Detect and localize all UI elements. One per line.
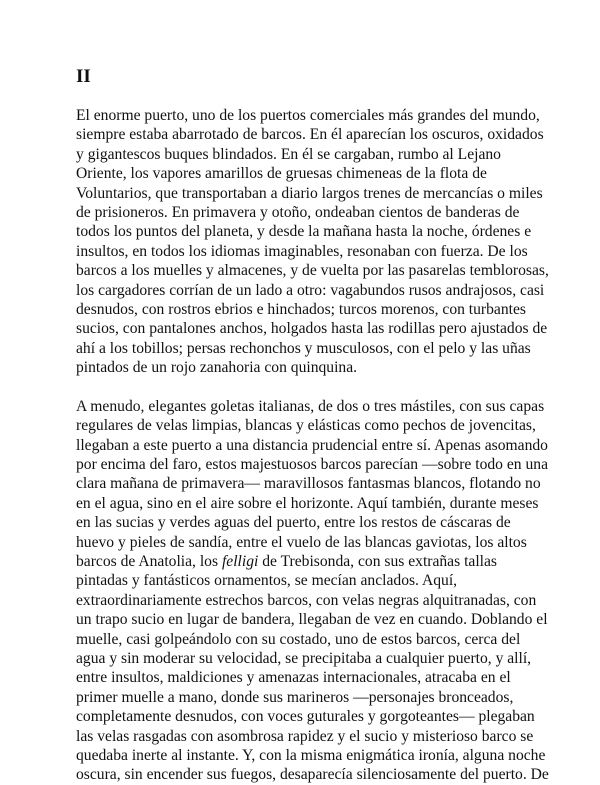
text-line: agua y sin moderar su velocidad, se precipitaba a cualquier puerto, y allí, [76, 649, 532, 667]
text-line: El enorme puerto, uno de los puertos comerciales más grandes del mundo, [76, 107, 540, 124]
text-line: todos los puntos del planeta, y desde la mañana hasta la noche, órdenes e [76, 223, 532, 241]
chapter-heading: II [76, 66, 91, 87]
text-line: A menudo, elegantes goletas italianas, de dos o tres mástiles, con sus capas [76, 397, 545, 415]
text-line: en el agua, sino en el aire sobre el horizonte. Aquí también, durante meses [76, 494, 539, 512]
text-line: pintadas y fantásticos ornamentos, se mecían anclados. Aquí, [76, 572, 458, 590]
text-line: ahí a los tobillos; persas rechonchos y musculosos, con el pelo y las uñas [76, 339, 531, 357]
text-line: pintados de un rojo zanahoria con quinquina. [76, 359, 358, 377]
text-line: primer muelle a mano, donde sus marineros —personajes bronceados, [76, 688, 514, 706]
text-line: siempre estaba abarrotado de barcos. En él aparecían los oscuros, oxidados [76, 126, 544, 144]
text-line: de prisioneros. En primavera y otoño, ondeaban cientos de banderas de [76, 204, 520, 222]
text-line: clara mañana de primavera— maravillosos fantasmas blancos, flotando no [76, 475, 541, 493]
text-segment: de Trebisonda, con sus extrañas tallas [258, 552, 497, 570]
paragraph-1 [76, 106, 549, 378]
text-line: insultos, en todos los idiomas imaginables, resonaban con fuerza. De los [76, 242, 528, 260]
text-line: oscura, sin encender sus fuegos, desaparecía silenciosamente del puerto. De [76, 766, 549, 784]
text-line: un trapo sucio en lugar de bandera, llegaban de vez en cuando. Doblando el [76, 611, 548, 629]
text-line: Oriente, los vapores amarillos de gruesas chimeneas de la flota de [76, 165, 487, 183]
text-line: llegaban a este puerto a una distancia prudencial entre sí. Apenas asomando [76, 436, 548, 454]
italic-term: felligi [221, 552, 259, 570]
text-line: barcos a los muelles y almacenes, y de vuelta por las pasarelas temblorosas, [76, 262, 549, 280]
text-line: por encima del faro, estos majestuosos barcos parecían —sobre todo en una [76, 455, 548, 473]
paragraph-2 [76, 397, 549, 785]
text-line: sucios, con pantalones anchos, holgados hasta las rodillas pero ajustados de [76, 320, 548, 338]
text-line: huevo y pieles de sandía, entre el vuelo de las blancas gaviotas, los altos [76, 533, 527, 551]
text-line: desnudos, con rostros ebrios e hinchados; turcos morenos, con turbantes [76, 301, 526, 319]
text-line-with-italic [76, 552, 542, 571]
text-line: entre insultos, maldiciones y amenazas internacionales, atracaba en el [76, 669, 511, 687]
text-line: muelle, casi golpeándolo con su costado, uno de estos barcos, cerca del [76, 630, 521, 648]
text-line: los cargadores corrían de un lado a otro: vagabundos rusos andrajosos, casi [76, 281, 545, 299]
text-line: y gigantescos buques blindados. En él se cargaban, rumbo al Lejano [76, 145, 501, 163]
text-line: las velas rasgadas con asombrosa rapidez y el sucio y misterioso barco se [76, 727, 534, 745]
text-line: Voluntarios, que transportaban a diario largos trenes de mercancías o miles [76, 184, 543, 202]
text-line: quedaba inerte al instante. Y, con la misma enigmática ironía, alguna noche [76, 747, 546, 764]
text-line: en las sucias y verdes aguas del puerto, entre los restos de cáscaras de [76, 514, 511, 532]
text-line: regulares de velas limpias, blancas y elásticas como pechos de jovencitas, [76, 417, 536, 435]
text-line: completamente desnudos, con voces guturales y gorgoteantes— plegaban [76, 708, 535, 726]
text-line: extraordinariamente estrechos barcos, con velas negras alquitranadas, con [76, 591, 537, 609]
text-segment: barcos de Anatolia, los [76, 552, 222, 570]
